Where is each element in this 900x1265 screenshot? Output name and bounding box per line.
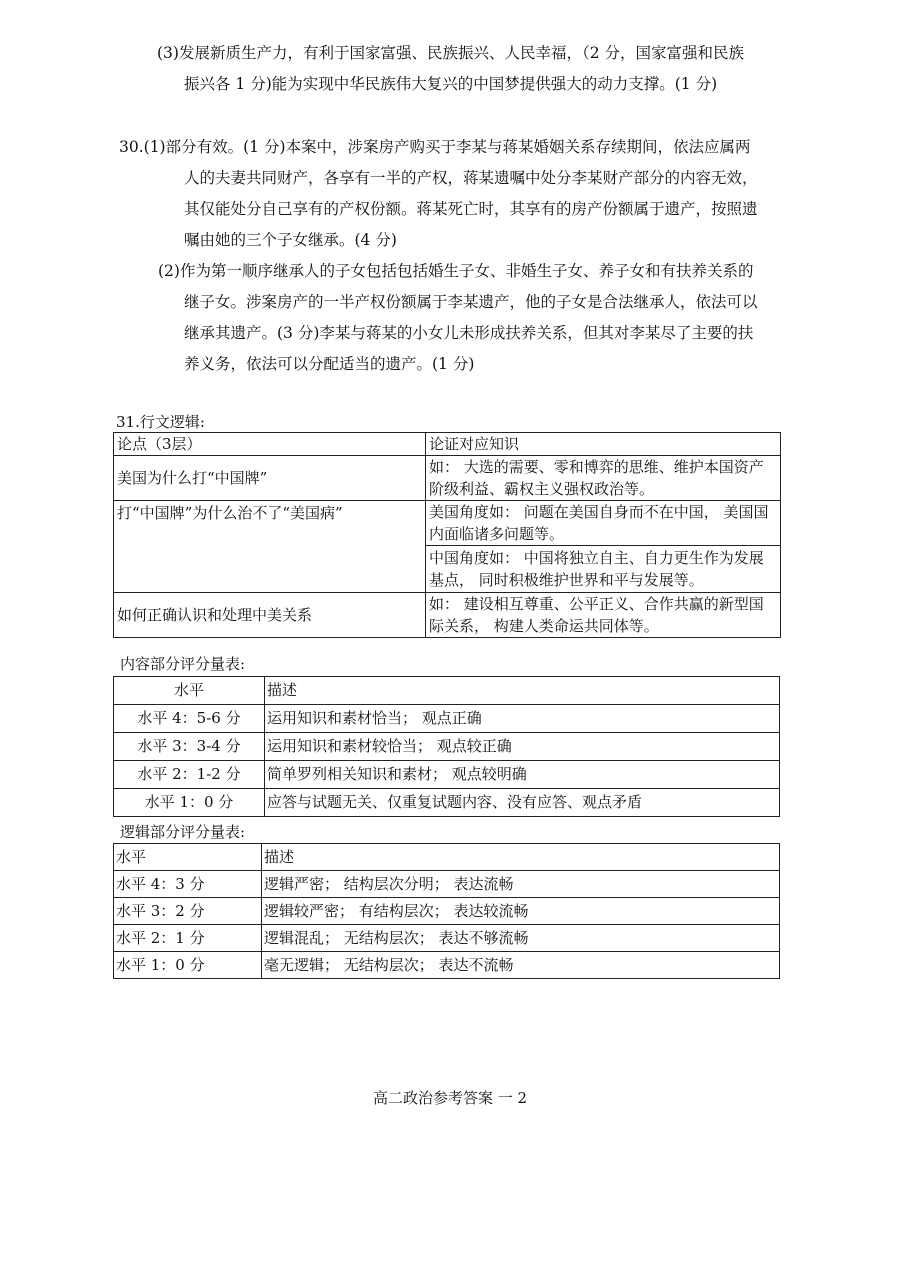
table-row [114, 952, 780, 979]
table-header-cell: 论证对应知识 [426, 433, 781, 456]
answer-line: 嘱由她的三个子女继承。(4 分) [184, 231, 397, 249]
table-row [114, 705, 780, 733]
answer-line: 30.(1)部分有效。(1 分)本案中，涉案房产购买于李某与蒋某婚姻关系存续期间，依法应属两 [119, 138, 751, 156]
table-cell-level: 水平 4：5-6 分 [114, 705, 265, 733]
table-header-cell: 水平 [114, 677, 265, 705]
table-cell-knowledge: 中国角度如： 中国将独立自主、自力更生作为发展基点， 同时积极维护世界和平与发展等。 [426, 546, 781, 593]
table-header-cell: 水平 [114, 844, 262, 871]
table-cell-description: 简单罗列相关知识和素材； 观点较明确 [265, 761, 780, 789]
table-header-row [114, 433, 781, 456]
answer-line: 振兴各 1 分)能为实现中华民族伟大复兴的中国梦提供强大的动力支撑。(1 分) [184, 75, 718, 93]
table-header-cell: 描述 [265, 677, 780, 705]
table-cell-description: 运用知识和素材较恰当； 观点较正确 [265, 733, 780, 761]
content-rubric-caption: 内容部分评分量表: [120, 655, 246, 673]
table-cell-point: 美国为什么打“中国牌” [114, 456, 426, 501]
answer-30 [0, 132, 900, 380]
page-footer: 高二政治参考答案 一 2 [372, 1089, 528, 1107]
table-row [114, 501, 781, 546]
table-cell-description: 毫无逻辑； 无结构层次； 表达不流畅 [262, 952, 780, 979]
table-row [114, 761, 780, 789]
table-cell-level: 水平 3：2 分 [114, 898, 262, 925]
table-cell-knowledge: 美国角度如： 问题在美国自身而不在中国， 美国国内面临诸多问题等。 [426, 501, 781, 546]
table-cell-description: 应答与试题无关、仅重复试题内容、没有应答、观点矛盾 [265, 789, 780, 817]
table-row [114, 593, 781, 638]
table-header-cell: 论点（3层） [114, 433, 426, 456]
table-cell-level: 水平 1：0 分 [114, 789, 265, 817]
table-row [114, 456, 781, 501]
answer-line: (2)作为第一顺序继承人的子女包括包括婚生子女、非婚生子女、养子女和有扶养关系的 [158, 262, 754, 280]
logic-rubric-table [113, 843, 780, 979]
table-cell-level: 水平 4：3 分 [114, 871, 262, 898]
table-cell-point: 打“中国牌”为什么治不了“美国病” [114, 501, 426, 593]
answer-31-title: 31.行文逻辑: [116, 413, 205, 431]
logic-structure-table [113, 432, 781, 638]
table-row [114, 789, 780, 817]
table-cell-point: 如何正确认识和处理中美关系 [114, 593, 426, 638]
table-cell-description: 逻辑混乱； 无结构层次； 表达不够流畅 [262, 925, 780, 952]
answer-line: 人的夫妻共同财产，各享有一半的产权，蒋某遗嘱中处分李某财产部分的内容无效， [184, 169, 758, 187]
content-rubric-table [113, 676, 780, 817]
logic-rubric-caption: 逻辑部分评分量表: [120, 823, 246, 841]
table-row [114, 871, 780, 898]
answer-line: 其仅能处分自己享有的产权份额。蒋某死亡时，其享有的房产份额属于遗产，按照遗 [184, 200, 758, 218]
table-header-row [114, 677, 780, 705]
table-row [114, 925, 780, 952]
table-cell-level: 水平 2：1-2 分 [114, 761, 265, 789]
table-header-row [114, 844, 780, 871]
table-cell-level: 水平 1：0 分 [114, 952, 262, 979]
answer-line: 养义务，依法可以分配适当的遗产。(1 分) [184, 355, 475, 373]
answer-line: 继子女。涉案房产的一半产权份额属于李某遗产，他的子女是合法继承人，依法可以 [184, 293, 758, 311]
table-header-cell: 描述 [262, 844, 780, 871]
table-row [114, 733, 780, 761]
answer-line: 继承其遗产。(3 分)李某与蒋某的小女儿未形成扶养关系，但其对李某尽了主要的扶 [184, 324, 754, 342]
table-cell-level: 水平 2：1 分 [114, 925, 262, 952]
answer-29-part-3 [0, 38, 900, 100]
table-cell-description: 逻辑较严密； 有结构层次； 表达较流畅 [262, 898, 780, 925]
table-cell-description: 运用知识和素材恰当； 观点正确 [265, 705, 780, 733]
table-cell-level: 水平 3：3-4 分 [114, 733, 265, 761]
table-row [114, 898, 780, 925]
answer-line: (3)发展新质生产力，有利于国家富强、民族振兴、人民幸福，（2 分，国家富强和民族 [157, 44, 744, 62]
table-cell-knowledge: 如： 大选的需要、零和博弈的思维、维护本国资产阶级利益、霸权主义强权政治等。 [426, 456, 781, 501]
table-cell-description: 逻辑严密； 结构层次分明； 表达流畅 [262, 871, 780, 898]
table-cell-knowledge: 如： 建设相互尊重、公平正义、合作共赢的新型国际关系， 构建人类命运共同体等。 [426, 593, 781, 638]
